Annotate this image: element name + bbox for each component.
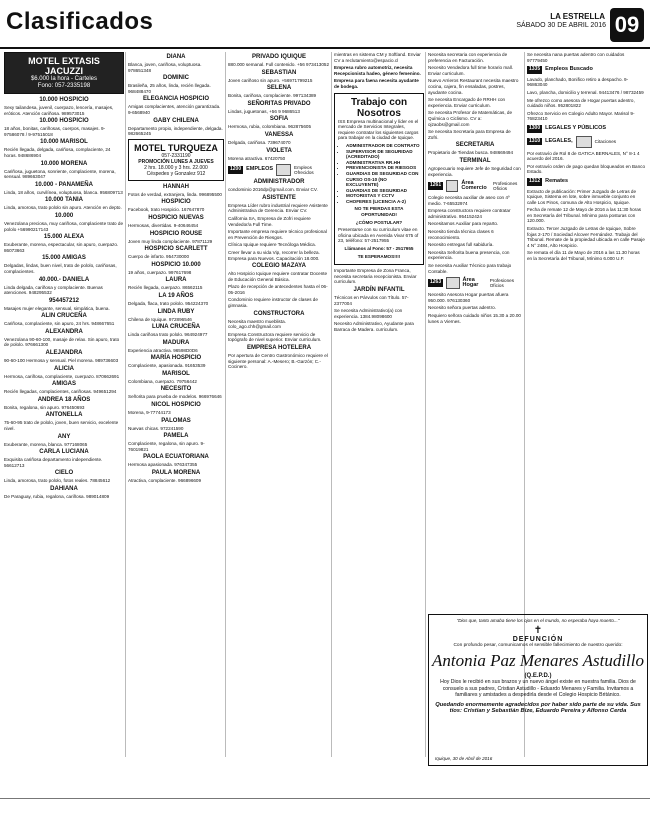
classified-text: Colombiana, cuerpazo. 79756442 (128, 378, 197, 384)
classified-text: Importante Empresa de Zona Franca, necesita secretaria recepcionista. Enviar curriculum. (334, 268, 417, 285)
classified-heading: ELEGANCIA HOSPICIO (142, 96, 210, 103)
obituary-body: Hoy Dios le recibió en sus brazos y un nuevo ángel existe en nuestra familia. Dios de consuelo a sus padres, Cristian Astudillo - Eduardo Menares y Familia. Invitamos a familiares y amistades a despedirla desde el Colegio Hospicio Británico. (440, 679, 636, 698)
ad-price: 2 hrs. 18.000 y 3 hrs. 22.000 (144, 164, 208, 171)
classified-text: Por apertura de Centro Gastronómico requiere el siguiente personal: A.-Mesero; B.-Garzón; C.-Cocinero. (228, 353, 328, 370)
classified-heading: PAOLA ECUATORIANA (143, 454, 209, 461)
classified-text: Extracto. Tercer Juzgado de Letras de Iquique, Sobre fojas 2-170 / Sociedad Alcover Fernández. Trabajo del Tribunal. Remate de la propiedad ubicada en calle Pasaje 4 N° 2484, Alto Hospicio. (527, 226, 645, 248)
classified-heading: 10.000 MORENA (40, 160, 88, 167)
ad-phone: Llámanos al Fono: 57 - 2517955 (344, 246, 414, 252)
classified-text: Clínica Iquique requiere Tecnóloga Médica. (228, 242, 317, 248)
ad-text: Empresa para faena necesita ayudante de bodega. (334, 78, 419, 89)
section-sub: Empleos Ofrecidos (294, 164, 314, 176)
classified-text: Lindas, juguetonas, +56 9 9686513 (228, 108, 300, 114)
classified-text: Cariñosa, complaciente, sin apuro, 24 hrs. 948667651 (4, 321, 115, 327)
motel-turqueza-ad (128, 139, 224, 181)
section-number: 1263 (430, 279, 442, 286)
obituary-thanks: Quedando enormemente agradecidos por haber sido parte de su vida. Sus tíos: Cristian y Sebastián Bize, Eduardo Pereira y Alfonso Cerda (435, 701, 641, 714)
column-3 (228, 52, 330, 757)
classified-heading: LINDA RUBY (157, 308, 195, 315)
classified-heading: HOSPICIO SCARLETT (144, 246, 208, 253)
classified-text: Fecha de remate 12 de Mayo de 2016 a las 11:30 horas en Secretaría del Tribunal. Mínimo para posturas con 120.000. (527, 207, 642, 224)
ad-callout: NO TE PIERDAS ESTA OPORTUNIDAD! (354, 206, 404, 218)
section-marker (428, 277, 522, 289)
classified-text: Creer llevar a su vida Vip, recorrer la belleza. Empresa para Nuevos. Capacitación 18.000. (228, 249, 320, 261)
classified-text: Propietario de Tiendas busca. 948669494 (428, 150, 514, 156)
classified-text: Cariñosa, juguetona, sonriente, complaciente, morena, sensual. 989663047 (4, 168, 116, 180)
column-1 (4, 52, 124, 757)
column-divider (125, 52, 126, 757)
section-sub: Profesiones Oficios (489, 277, 514, 289)
job-item: • ADMINISTRADOR DE CONTRATO (346, 143, 420, 149)
classified-text: De Paraguay, rubia, regalona, cariñosa. 989014809 (4, 494, 110, 499)
classified-heading: SEBASTIAN (261, 69, 297, 76)
classified-heading: LA 19 AÑOS (158, 292, 194, 299)
classified-heading: PAULA MORENA (151, 470, 201, 477)
classified-text: Chilena de Iquique. 972896546 (128, 316, 192, 322)
classified-heading: JARDÍN INFANTIL (353, 287, 405, 293)
column-2 (128, 52, 224, 757)
deceased-name: Antonia Paz Menares Astudillo (431, 651, 645, 670)
classified-text: 75-60-95 trato de pololo, joven, buen servicio, excelente nivel. (4, 420, 119, 432)
classified-text: 18 años, bonitas, cariñosas, cuerpos, masajes. 9-97586078 / 9-97515018 (4, 126, 106, 137)
ad-title: Trabajo con Nosotros (350, 96, 408, 119)
job-item: • CHOFERES (LICENCIA A-2) (346, 199, 420, 205)
section-label: LEGALES Y PÚBLICOS (545, 124, 607, 131)
classified-text: Agropecuario requiere Jefe de Seguridad con experiencia. (428, 165, 521, 177)
classified-heading: DIANA (166, 54, 186, 60)
classified-list (128, 54, 224, 137)
classified-heading: ANDREA 18 AÑOS (37, 396, 91, 403)
classified-list (527, 189, 645, 262)
classified-heading: 10.000 (54, 212, 74, 219)
header-rule (0, 47, 650, 49)
ad-address: Céspedes y Gonzalez 912 (146, 170, 206, 177)
classified-heading: AMIGAS (52, 381, 76, 388)
ad-phone: 057-2331190 (161, 152, 191, 159)
classified-heading: 10.000 HOSPICIO (39, 97, 89, 103)
classified-heading: VANESSA (264, 131, 294, 138)
job-item: • PREVENCIONISTA DE RIESGOS (346, 165, 420, 171)
section-label: LEGALES, (545, 137, 573, 144)
classified-text: Necesito señora puertas adentro. (428, 305, 496, 311)
job-item: • GUARDIAS DE SEGURIDAD (346, 188, 420, 194)
classified-heading: MADURA (162, 339, 190, 346)
classified-text: 90-60-100 Hermosa y sensual. Piel morena. 989736603 (4, 358, 119, 364)
classified-heading: CARLA LUCIANA (39, 449, 89, 456)
classified-text: Lavo, plancha, domicilio y terrenal. 94413476 / 98732459 (527, 89, 644, 95)
classified-text: Facebook, trato Hospicio. 167647870 (128, 207, 205, 213)
section-sub: Profesiones Oficios (493, 180, 518, 192)
classified-text: Condominio requiere instructor de clases de gimnasia. (228, 297, 318, 309)
classified-text: Exuberante, morena, blanca. 977168065 (4, 441, 88, 447)
classified-text: Se remata el día 11 de Mayo de 2016 a las 11.30 horas en la Secretaría del Tribunal, Mínimo 6.000 U.F. (527, 250, 640, 262)
classified-heading: TERMINAL (459, 157, 491, 164)
ad-intro: ISS Empresa multinacional y líder en el mercado de Servicios Integrales, requiere contratar los siguientes cargos para trabajar en la ciudad de Iquique. (338, 118, 419, 141)
classified-heading: HOSPICIO ROUSE (149, 230, 203, 237)
classified-heading: ALICIA (54, 365, 74, 372)
classified-text: Se necesita Encargado de RRHH con experiencia. Enviar curriculum. (428, 97, 506, 108)
job-item: • GUARDIAS DE SEGURIDAD CON CURSO OS-10 (NO EXCLUYENTE) (346, 171, 420, 188)
classified-list (428, 52, 522, 177)
classified-heading: SECRETARIA (455, 142, 495, 149)
section-number: 1312 (529, 177, 541, 184)
ad-callout: ¿CÓMO POSTULAR? (355, 219, 403, 225)
classified-text: Por extravío de Rol 8 de GATICA BERNALES, N° 8-1 4 acuerdo del 2016. (527, 150, 640, 162)
classified-heading: SEÑORITAS PRIVADO (247, 100, 311, 107)
classified-text: Atractiva, complaciente. 966896609 (128, 478, 202, 484)
section-number: 1200 (230, 166, 242, 173)
obituary-notice (428, 614, 648, 766)
obituary-intro: Con profundo pesar, comunicamos el sensible fallecimiento de nuestro querido: (453, 643, 623, 648)
section-marker (527, 125, 645, 133)
classified-text: Venezolana preciosa, muy cariñosa, complaciente trato de pololo +56990217143 (4, 220, 123, 232)
classified-text: condominio 2016dp@gmail.com. Enviar CV. (228, 187, 318, 193)
classified-text: Nuevo Arrieros Restaurant necesita maestro cocina, cajera, fin ensaladas, postres, ayudante cocina. (428, 78, 519, 95)
classified-text: Experiencia atractiva. 96598D0D6 (128, 347, 198, 353)
classified-text: Recién llegada, delgada, cariñosa, complaciente, 24 horas. 948686904 (4, 147, 111, 158)
ad-brand: JACUZZI (45, 66, 83, 76)
newspaper-name: LA ESTRELLA (550, 12, 605, 21)
classified-text: Joven cariñoso sin apuro. +56971799215 (228, 77, 313, 83)
job-item: • SUPERVISOR DE SEGURIDAD (ACREDITADO) (346, 149, 420, 160)
footer-rule (0, 798, 650, 799)
classified-heading: ANTONELLA (45, 412, 83, 419)
section-label: Empleos Buscado (545, 66, 593, 73)
section-icon (276, 164, 291, 176)
classified-heading: CONSTRUCTORA (253, 310, 305, 317)
classified-text: Me ofrezco como asesora de Hogar puertas adentro, cuidado niños. 952801822 (527, 97, 635, 109)
classified-text: Recién llegada, cuerpazo. 86562115 (128, 285, 203, 291)
classified-text: Venezolana 90-60-100, masaje de relax. Sin apuro, trato de pololo. 976661300 (4, 336, 120, 348)
classified-list (428, 292, 522, 324)
classified-text: Linda cariñosa trato pololo. 964924977 (128, 332, 208, 338)
classified-heading: 954457212 (48, 297, 80, 304)
classified-text: Alto Hospicio Iquique requiere contratar Docente de Educación General Básica. (228, 271, 328, 282)
section-marker (527, 136, 645, 148)
classified-text: Necesito entregas full sabiduría. (428, 242, 494, 248)
ad-end: TE ESPERAMOS!!!! (357, 253, 401, 259)
classified-heading: ALEXANDRA (45, 328, 83, 335)
classified-text: Departamento propio, independiente, delgada. 982665245 (128, 125, 223, 137)
classified-text: Cuerpo de infarto. 954730000 (128, 254, 190, 260)
classified-text: Amigas complacientes, atención garantizada. 9-6568940 (128, 104, 221, 115)
classified-text: Morena atractiva. 67420750 (228, 155, 286, 161)
obituary-quote: "Dios que, tanto amaba tiene los ojos en el mundo, no esperaba haya muerto..." (456, 618, 620, 623)
classified-text: Ofrezco Servicio en Colegio Adulto Mayor. Marisol 9-76823410 (527, 110, 635, 122)
classified-heading: GABY CHILENA (153, 117, 199, 124)
ad-text: Empresa rubro automotriz, necesita Recepcionista hadeo, género femenino. (334, 65, 421, 76)
page-number: 09 (610, 8, 644, 42)
classified-heading: 40.000.- DANIELA (38, 276, 90, 283)
classified-heading: HOSPICIO 10.000 (151, 261, 201, 268)
classified-text: Bonita, regalona, sin apuro. 976450693 (4, 404, 85, 410)
section-icon (446, 277, 459, 289)
classified-text: Por extravío orden de pago quedan bloqueados en Banco Estado. (527, 163, 645, 175)
classified-text: Brasileña, 25 años, linda, recién llegada. 968488470 (128, 83, 211, 94)
classified-heading: 10.000 MARISOL (40, 139, 88, 146)
classified-text: Lavado, planchado, Bonifico retiro a despacho. 9-96863040 (527, 76, 629, 88)
classified-heading: PALOMAS (161, 417, 191, 424)
classified-text: Empresa constructora requiere contratar administrativo. 954152424 (428, 208, 511, 219)
classified-text: Delgada, flaca, trato pololo. 954224370 (128, 300, 209, 306)
classified-text: Necesito Vendedora full time horario mall. Enviar curriculum. (428, 65, 514, 76)
classified-text: Necesitamos Auxiliar para reparto. (428, 221, 499, 227)
classified-text: Se necesita Administrativo(a) con experiencia. 1384.98098600 (334, 308, 403, 319)
classified-heading: LAURA (165, 277, 187, 284)
classified-list (228, 179, 330, 370)
ad-title: MOTEL EXTASIS (28, 56, 100, 66)
section-label: EMPLEOS (246, 166, 274, 173)
job-item: • MOTORISTAS Y CCTV (346, 193, 420, 199)
classified-text: Linda, amorosa, trato pololo, fotos reales. 78845612 (4, 478, 111, 484)
issue-date: SÁBADO 30 DE ABRIL 2016 (516, 22, 606, 29)
obituary-place-date: Iquique, 30 de Abril de 2016 (435, 756, 493, 761)
section-number: 1310 (529, 137, 541, 144)
classified-heading: 15.000 AMIGAS (42, 255, 86, 262)
classified-heading: PAMELA (163, 433, 189, 440)
classified-text: Exuberante, morena, espectacular, sin apuro, cuerpazo. 86073663 (4, 242, 119, 253)
section-label: Área Hogar (462, 276, 479, 289)
classified-text: Necesito Asesora Hogar puertas afuera 950.000. 976130360 (428, 292, 509, 303)
classified-text: Masajes mujer elegante, sensual, simpática, buena. (4, 305, 110, 311)
section-label: Remates (545, 177, 569, 184)
classified-heading: NICOL HOSPICIO (151, 402, 201, 409)
column-divider (425, 52, 426, 757)
ad-title: MOTEL TURQUEZA (134, 142, 218, 153)
classified-text: Delgadas, lindas, buen nivel, trato de pololo, cariñosas, complacientes. (4, 263, 117, 274)
classified-text: Requiero señora cuidado niños 15.30 a 20.00 lunes a Viernes. (428, 313, 521, 324)
classified-text: Joven muy linda complaciente. 97871129 (128, 238, 213, 244)
ad-text: mientras en sistema CM y Softland. Enviar CV a reclutamiento@espacio.cl (334, 52, 421, 63)
section-icon (446, 180, 458, 192)
classified-list (428, 195, 522, 274)
classified-text: Blanca, joven, cariñosa, voluptuosa. 978651348 (128, 62, 202, 73)
classified-heading: SELENA (266, 85, 292, 92)
classified-list (228, 54, 330, 161)
classified-text: Técnicos en Párvulos con Título. 57-2377004 (334, 295, 409, 306)
classified-text: Señorita para prueba de modelos. 966976646 (128, 394, 222, 400)
classified-heading: ASISTENTE (262, 194, 296, 201)
classified-heading: 10.000 - PANAMEÑA (35, 181, 93, 188)
column-divider (331, 52, 332, 757)
classified-text: Se necesita Auxiliar Técnico para trabajo Contable. (428, 263, 512, 274)
classified-heading: SOFIA (269, 116, 289, 123)
job-item: • ADMINISTRATIVA RR.HH (346, 160, 420, 166)
classified-text: Hermosa, cariñosa, complaciente, cuerpazo. 870662691 (4, 373, 120, 379)
classified-text: 19 años, cuerpazo. 997617698 (128, 269, 192, 275)
classified-heading: PRIVADO IQUIQUE (252, 54, 306, 60)
classified-text: Fotos de verdad, extranjera, linda. 996895500 (128, 191, 222, 197)
classified-heading: LUNA CRUCEÑA (151, 324, 201, 331)
classified-text: Necesita Señorita buena presencia, con experiencia. (428, 249, 510, 261)
classified-list (128, 184, 224, 484)
column-5 (428, 52, 522, 612)
section-icon (576, 136, 592, 148)
classified-list (527, 77, 645, 122)
job-list (338, 143, 420, 205)
classified-text: Bonita, cariñosa, complaciente. 997134389 (228, 93, 317, 99)
column-4 (334, 52, 424, 757)
ad-text: Se necesita nana puertas adentro con cuidados 97779450 (527, 52, 625, 63)
classified-list (4, 97, 124, 500)
section-sub: Citaciones (594, 138, 617, 144)
section-number: 1300 (529, 124, 541, 131)
classified-text: Morena, 9-77744173 (128, 410, 171, 416)
classified-text: Exquisita cariñosa departamento independiente. 56612713 (4, 457, 103, 468)
classified-text: Extracto de publicación: Primer Juzgado de Letras de Iquique, Sistema en lote, sobre inmueble conjunto en calle Los Pinos, comuna de Alto Hospicio, Iquique. (527, 188, 637, 205)
classified-text: Delgada, cariñosa. 739674070 (228, 139, 291, 145)
classified-text: Linda delgada, cariñosa y complaciente. Buenas atenciones. 948295532 (4, 284, 103, 296)
section-marker (527, 178, 645, 186)
classified-text: Hermosa apasionada. 976347355 (128, 462, 198, 468)
classified-text: Necesito Administrativo, Ayudante para Barraca de Madera. curriculum. (334, 321, 414, 332)
classified-heading: 10.000 HOSPICIO (39, 118, 89, 125)
classified-text: Empresa Líder rubro industrial requiere Asistente Administrativa de Gerencia. Enviar CV. (228, 202, 328, 214)
classified-text: Linda, amorosa, trato pololo sin apuro. Atención en depto. (4, 205, 122, 211)
page-header (0, 0, 650, 48)
classified-heading: ALIN CRUCEÑA (41, 313, 87, 320)
classified-heading: 15.000 ALEXA (43, 234, 85, 241)
classified-heading: MARÍA HOSPICIO (150, 355, 202, 362)
ad-phone: Fono: 057-2335198 (37, 83, 91, 89)
classified-heading: HOSPICIO NUEVAS (148, 214, 204, 221)
section-marker (228, 164, 330, 176)
cross-icon: ✝ (533, 625, 543, 636)
ad-price: $6.000 la hora - Carteles (30, 76, 98, 82)
classified-heading: ADMINISTRADOR (253, 179, 305, 186)
section-number: 1261 (430, 182, 442, 189)
classified-heading: COLEGIO MAZAYA (252, 263, 306, 270)
classified-text: Necesito tienda técnica clases 6 reconocimiento. (428, 229, 494, 240)
classified-text: Hermosas, divertidas. 9-40646454 (128, 222, 199, 228)
iss-jobs-ad (334, 93, 424, 266)
classified-text: Hermosa, rubia, colombiana. 962875605 (228, 124, 311, 130)
classified-heading: CIELO (54, 470, 74, 477)
classified-heading: HANNAH (163, 183, 189, 190)
classified-heading: DAHIANA (50, 486, 78, 492)
column-divider (225, 52, 226, 757)
classified-heading: 10.000 TANIA (45, 197, 83, 204)
classified-text: 880.000 semanal. Full contenido. +56 973413052 (228, 62, 330, 67)
classified-heading: MARISOL (162, 370, 190, 377)
classified-text: Complaciente, apasionada. 91653539 (128, 363, 206, 369)
section-marker (428, 180, 522, 192)
classified-text: Importante empresa requiere técnico profesional en Prevención de Riesgos. (228, 229, 327, 240)
classified-list (527, 151, 645, 175)
classified-heading: DOMINIC (163, 75, 189, 82)
obituary-qep: (Q.E.P.D.) (524, 673, 552, 679)
classified-text: Linda, 18 años, curvilínea, voluptuosa, blanca. 956809713 (4, 189, 123, 195)
classified-text: Nuevas chicas. 972241590 (128, 425, 184, 431)
column-6 (527, 52, 645, 607)
classified-text: California SA, Empresa de Zofri requiere Vendedor/a Full Time. (228, 215, 311, 227)
classified-text: Colegio necesita auxiliar de aseo con 4º medio. 7-65532974 (428, 195, 510, 206)
classified-heading: ALEJANDRA (45, 350, 83, 357)
section-marker (527, 66, 645, 74)
classified-text: Se necesita Profesor de Matemáticas, de Química o Ciclismo. CV a: ojzaobs@gmail.com (428, 110, 513, 127)
classified-text: Necesita maestro mueblista. colo_ago.chh@gmail.com (228, 318, 286, 330)
classified-text: Plazo de recepción de antecedentes hasta el 06-05-2016 (228, 284, 328, 295)
classified-text: Complaciente, regalona, sin apuro. 9-76019821 (128, 441, 205, 452)
obituary-heading: DEFUNCIÓN (512, 636, 564, 643)
motel-extasis-ad (4, 52, 124, 94)
classified-text: Necesita secretaria con experiencia de preferencia en Facturación. (428, 52, 508, 63)
classified-heading: EMPRESA HOTELERA (246, 345, 312, 352)
section-title: Clasificados (6, 8, 154, 35)
classified-heading: VIOLETA (266, 147, 292, 154)
classified-heading: NECESITO (160, 386, 192, 393)
classified-text: Sexy tailandesa, juvenil, cuerpazo, lencería, masajes, eróticos. Atención cariñosa. 989573015 (4, 105, 114, 116)
classified-text: Empresa Constructora requiere servicio de topógrafo de nivel superior. Enviar curriculum. (228, 331, 322, 343)
classified-list (334, 268, 424, 332)
classified-heading: ANY (57, 433, 71, 440)
ad-promo: PROMOCIÓN LUNES A JUEVES (138, 158, 214, 165)
section-number: 1335 (529, 66, 541, 73)
classified-text: Se necesita Secretaria para Empresa de Zofri. (428, 129, 511, 140)
classified-heading: HOSPICIO (161, 199, 191, 206)
classified-text: Recién llegadas, complacientes, cariñosas. 949651294 (4, 389, 117, 395)
section-label: Área Comercio (461, 179, 487, 192)
ad-how: Presentarse con su curriculum vitae en oficina ubicada en Avenida Vivar 675 of 23, teléfono: 57-2517955 (338, 227, 419, 244)
